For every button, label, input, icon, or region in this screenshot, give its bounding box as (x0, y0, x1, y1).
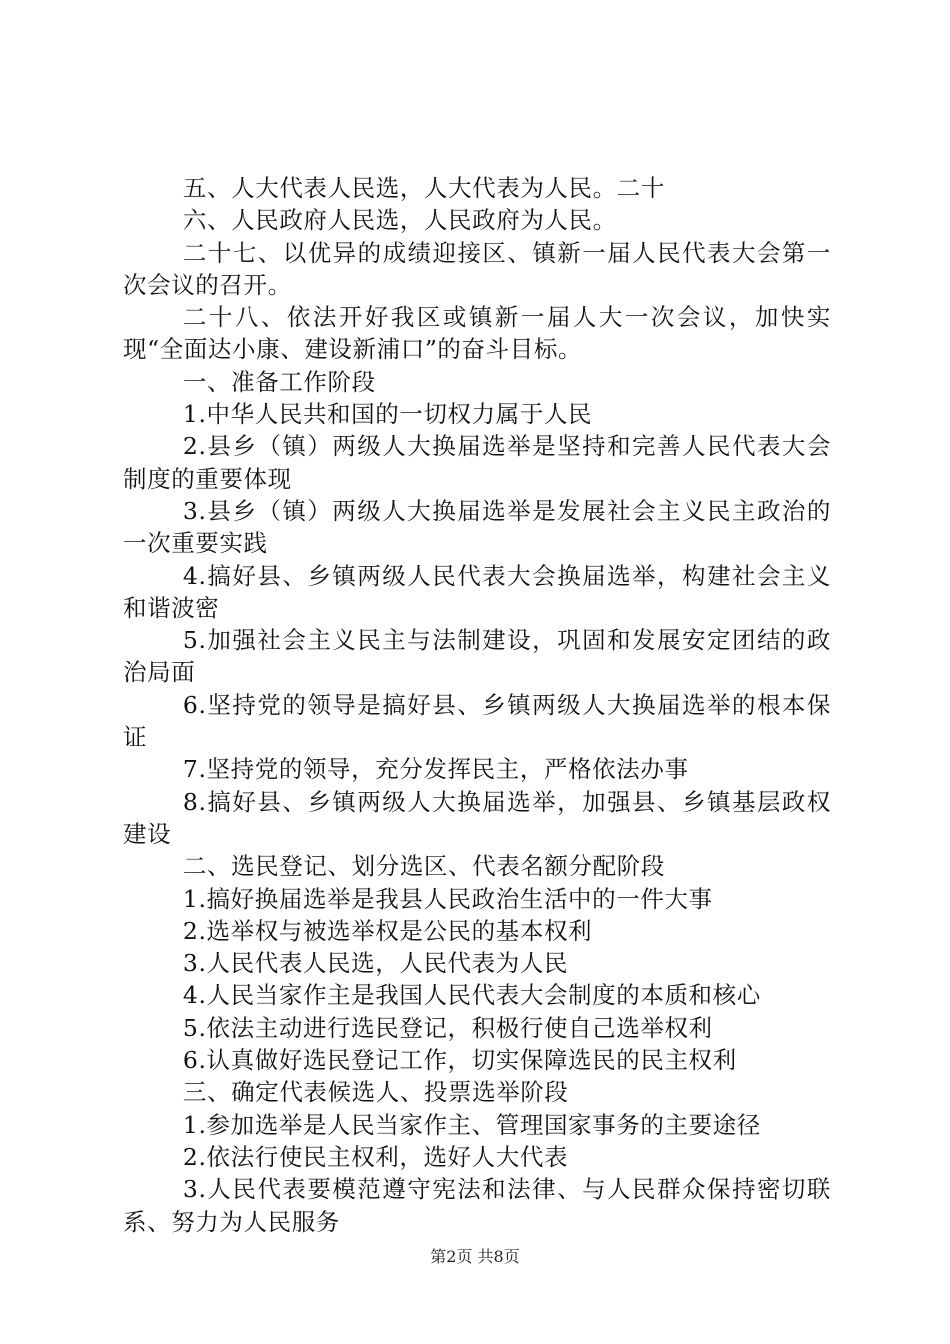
list-item: 8.搞好县、乡镇两级人大换届选举，加强县、乡镇基层政权建设 (123, 787, 831, 848)
paragraph: 二十八、依法开好我区或镇新一届人大一次会议，加快实现“全面达小康、建设新浦口”的奋斗目标。 (123, 303, 831, 364)
list-item: 4.人民当家作主是我国人民代表大会制度的本质和核心 (182, 981, 761, 1010)
list-item: 1.中华人民共和国的一切权力属于人民 (182, 400, 593, 429)
list-item: 1.搞好换届选举是我县人民政治生活中的一件大事 (182, 884, 713, 913)
document-body (123, 172, 831, 1238)
paragraph: 二十七、以优异的成绩迎接区、镇新一届人民代表大会第一次会议的召开。 (123, 238, 831, 299)
list-item: 2.选举权与被选举权是公民的基本权利 (182, 916, 593, 945)
list-item: 5.加强社会主义民主与法制建设，巩固和发展安定团结的政治局面 (123, 626, 831, 687)
list-item: 5.依法主动进行选民登记，积极行使自己选举权利 (182, 1013, 713, 1042)
section-heading: 三、确定代表候选人、投票选举阶段 (182, 1078, 569, 1107)
list-item: 6.认真做好选民登记工作，切实保障选民的民主权利 (182, 1046, 737, 1075)
list-item: 1.参加选举是人民当家作主、管理国家事务的主要途径 (182, 1110, 761, 1139)
section-heading: 一、准备工作阶段 (182, 367, 376, 396)
list-item: 3.人民代表要模范遵守宪法和法律、与人民群众保持密切联系、努力为人民服务 (123, 1175, 831, 1236)
list-item: 3.人民代表人民选，人民代表为人民 (182, 949, 569, 978)
list-item: 6.坚持党的领导是搞好县、乡镇两级人大换届选举的根本保证 (123, 690, 831, 752)
list-item: 2.依法行使民主权利，选好人大代表 (182, 1142, 569, 1171)
list-item: 4.搞好县、乡镇两级人民代表大会换届选举，构建社会主义和谐波密 (123, 561, 831, 622)
list-item: 3.县乡（镇）两级人大换届选举是发展社会主义民主政治的一次重要实践 (123, 496, 831, 558)
list-item: 7.坚持党的领导，充分发挥民主，严格依法办事 (182, 755, 689, 784)
paragraph: 六、人民政府人民选，人民政府为人民。 (182, 206, 617, 235)
paragraph: 五、人大代表人民选，人大代表为人民。二十 (182, 174, 665, 202)
page-footer: 第2页 共8页 (430, 1247, 520, 1266)
section-heading: 二、选民登记、划分选区、代表名额分配阶段 (182, 852, 665, 881)
list-item: 2.县乡（镇）两级人大换届选举是坚持和完善人民代表大会制度的重要体现 (123, 432, 831, 493)
